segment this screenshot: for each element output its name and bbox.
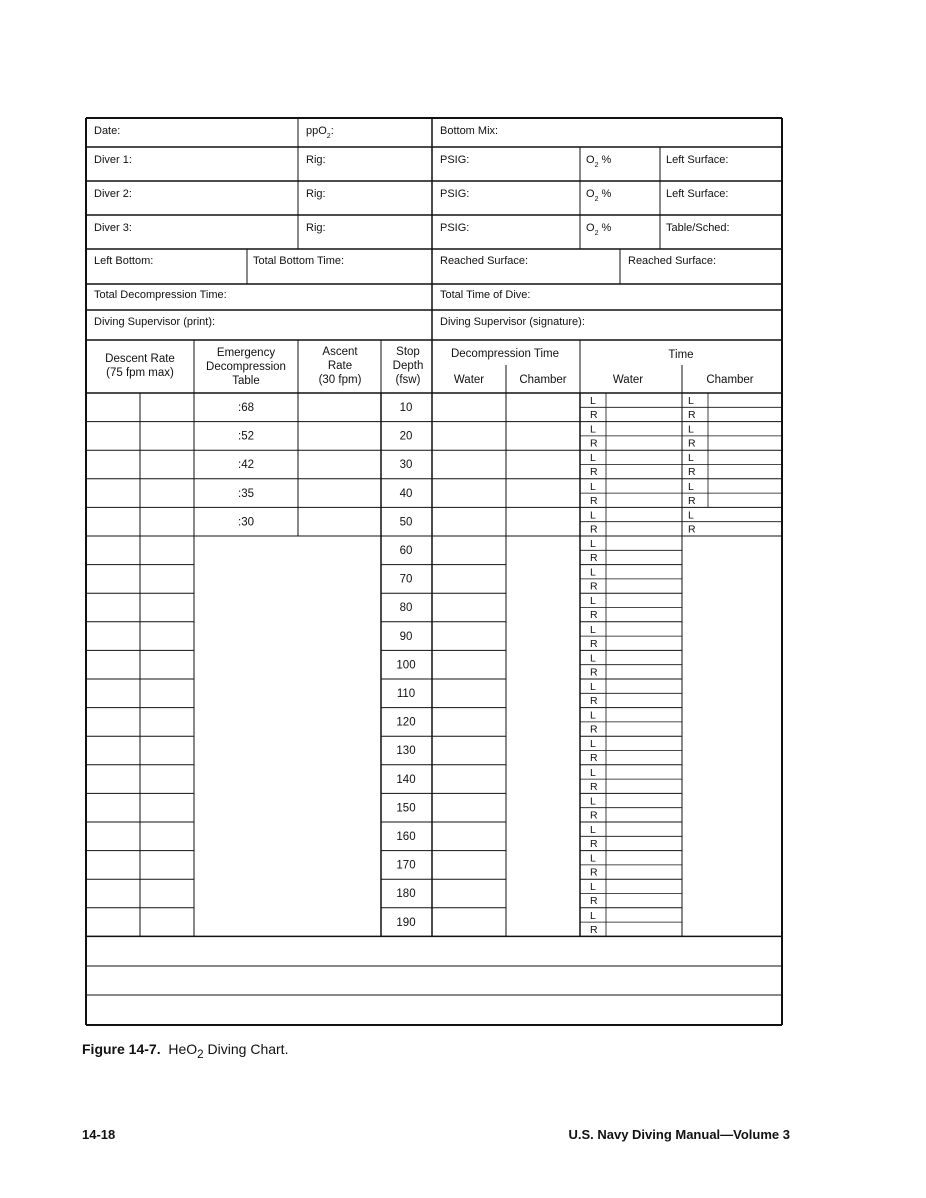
total-bottom-time-label: Total Bottom Time: [253, 255, 345, 267]
decomp-chamber-header: Chamber [519, 374, 567, 386]
bottom-mix-label: Bottom Mix: [440, 125, 499, 137]
stop-depth-header: Depth [392, 360, 424, 372]
time-chamber-reach: R [688, 409, 696, 421]
diver-2-psig-label: PSIG: [440, 188, 470, 200]
total-decompression-time-label: Total Decompression Time: [94, 289, 227, 301]
time-water-leave: L [590, 623, 596, 636]
time-water-reach: R [590, 780, 598, 793]
time-chamber-reach: R [688, 523, 696, 536]
total-time-of-dive-label: Total Time of Dive: [440, 289, 531, 301]
time-water-reach: R [590, 723, 598, 736]
stop-depth: 190 [396, 916, 416, 929]
diver-1-o2-label: $O_2$ % [586, 154, 612, 169]
stop-depth: 70 [399, 573, 413, 586]
diver-1-psig-label: PSIG: [440, 154, 470, 166]
stop-depth: 80 [399, 602, 413, 615]
supervisor-print-label: Diving Supervisor (print): [94, 316, 216, 328]
decomp-water-header: Water [453, 374, 485, 386]
stop-depth: 30 [399, 459, 413, 472]
time-chamber-header: Chamber [706, 374, 754, 386]
diver-2-o2-label: $O_2$ % [586, 188, 612, 203]
time-water-reach: R [590, 409, 598, 421]
time-chamber-leave: L [688, 395, 694, 407]
time-water-leave: L [590, 538, 596, 550]
time-chamber-reach: R [688, 466, 696, 479]
ascent-rate-header: Rate [327, 360, 353, 372]
reached-surface-label-2: Reached Surface: [628, 255, 717, 267]
time-water-reach: R [590, 838, 598, 850]
time-chamber-leave: L [688, 452, 694, 465]
page-number: 14-18 [82, 1127, 116, 1142]
emergency-table-header: Emergency [216, 347, 276, 359]
time-water-leave: L [590, 452, 596, 465]
stop-depth: 10 [399, 402, 413, 414]
time-water-leave: L [590, 881, 596, 894]
emergency-table-header: Decompression [206, 361, 286, 373]
diver-2-extra-label: Left Surface: [666, 188, 729, 200]
diver-1-rig-label: Rig: [306, 154, 326, 166]
stop-depth: 50 [399, 516, 413, 529]
diver-3-extra-label: Table/Sched: [666, 222, 730, 234]
diver-3-psig-label: PSIG: [440, 222, 470, 234]
time-chamber-leave: L [688, 509, 694, 522]
emergency-time: :30 [238, 516, 254, 529]
stop-depth: 60 [399, 545, 413, 557]
time-water-leave: L [590, 681, 596, 693]
time-water-leave: L [590, 766, 596, 779]
time-water-leave: L [590, 909, 596, 922]
time-water-reach: R [590, 666, 598, 679]
time-water-reach: R [590, 637, 598, 650]
time-water-reach: R [590, 895, 598, 908]
stop-depth: 170 [396, 859, 416, 872]
decompression-time-header: Decompression Time [450, 348, 560, 360]
time-water-leave: L [590, 480, 596, 493]
stop-depth: 20 [399, 430, 413, 443]
reached-surface-label: Reached Surface: [440, 255, 529, 267]
caption-subscript: 2 [197, 1047, 204, 1061]
stop-depth: 150 [396, 802, 416, 815]
stop-depth: 180 [396, 888, 416, 901]
time-water-reach: R [590, 609, 598, 622]
emergency-time: :35 [238, 487, 254, 500]
time-water-reach: R [590, 695, 598, 707]
time-water-reach: R [590, 552, 598, 564]
figure-caption [82, 1041, 288, 1061]
date-label: Date: [94, 125, 121, 137]
caption-text-after: Diving Chart. [203, 1041, 289, 1057]
stop-depth: 120 [396, 716, 416, 729]
time-chamber-reach: R [688, 437, 696, 450]
stop-depth-header: (fsw) [395, 374, 421, 386]
descent-rate-subheader: (75 fpm max) [106, 367, 174, 379]
time-water-leave: L [590, 595, 596, 608]
time-water-reach: R [590, 866, 598, 879]
emergency-time: :42 [238, 459, 254, 472]
time-water-leave: L [590, 795, 596, 808]
time-water-leave: L [590, 395, 596, 407]
stop-depth: 160 [396, 831, 416, 843]
time-water-leave: L [590, 509, 596, 522]
diver-2-label: Diver 2: [94, 188, 132, 200]
manual-title: U.S. Navy Diving Manual—Volume 3 [568, 1127, 790, 1142]
time-water-reach: R [590, 437, 598, 450]
diver-3-rig-label: Rig: [306, 222, 326, 234]
time-water-reach: R [590, 923, 598, 936]
stop-depth: 90 [399, 630, 413, 643]
diver-1-extra-label: Left Surface: [666, 154, 729, 166]
figure-label: Figure 14-7. [82, 1041, 161, 1057]
time-water-leave: L [590, 852, 596, 865]
time-chamber-reach: R [688, 494, 696, 507]
time-water-leave: L [590, 824, 596, 836]
time-water-leave: L [590, 423, 596, 436]
time-water-reach: R [590, 809, 598, 822]
time-water-leave: L [590, 709, 596, 722]
ascent-rate-header: Ascent [322, 346, 358, 358]
time-water-header: Water [612, 374, 644, 386]
emergency-time: :68 [238, 402, 254, 414]
supervisor-signature-label: Diving Supervisor (signature): [440, 316, 585, 328]
time-water-reach: R [590, 752, 598, 765]
stop-depth-header: Stop [396, 346, 420, 358]
time-water-leave: L [590, 738, 596, 751]
emergency-time: :52 [238, 430, 254, 443]
time-water-reach: R [590, 494, 598, 507]
time-water-reach: R [590, 466, 598, 479]
stop-depth: 140 [396, 773, 416, 786]
ppo2-label: ppO$_2$: [306, 125, 334, 140]
time-chamber-leave: L [688, 480, 694, 493]
time-water-leave: L [590, 566, 596, 579]
stop-depth: 130 [396, 745, 416, 758]
left-bottom-label: Left Bottom: [94, 255, 154, 267]
time-water-reach: R [590, 580, 598, 593]
diver-2-rig-label: Rig: [306, 188, 326, 200]
stop-depth: 110 [396, 688, 416, 700]
diver-3-label: Diver 3: [94, 222, 132, 234]
time-chamber-leave: L [688, 423, 694, 436]
diver-3-o2-label: $O_2$ % [586, 222, 612, 237]
time-header: Time [668, 349, 694, 361]
emergency-table-header: Table [232, 375, 260, 387]
stop-depth: 100 [396, 659, 416, 672]
caption-text-before: HeO [168, 1041, 198, 1057]
diver-1-label: Diver 1: [94, 154, 132, 166]
ascent-rate-header: (30 fpm) [318, 374, 362, 386]
descent-rate-header: Descent Rate [105, 353, 175, 365]
time-water-reach: R [590, 523, 598, 536]
stop-depth: 40 [399, 487, 413, 500]
time-water-leave: L [590, 652, 596, 665]
